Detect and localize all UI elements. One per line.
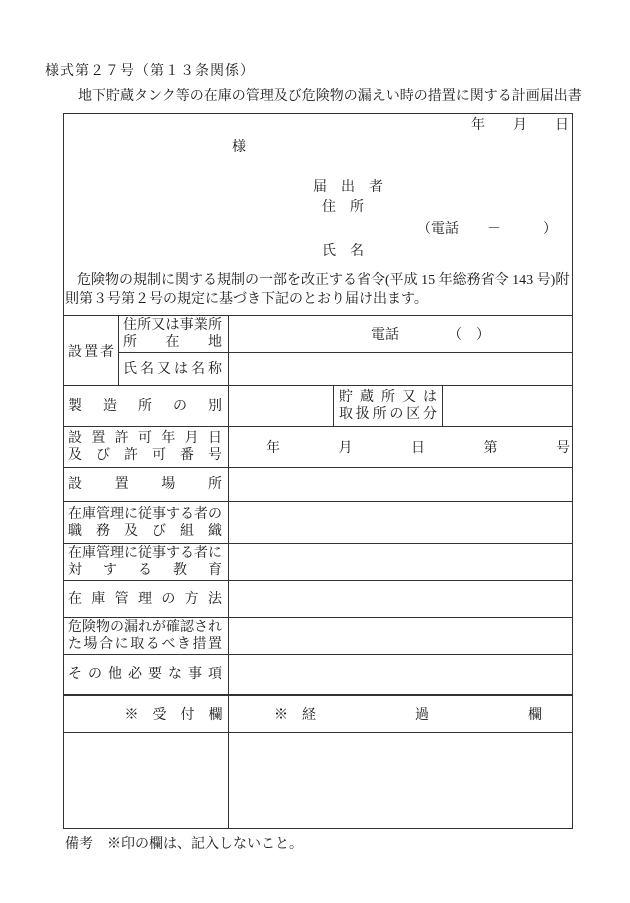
declaration-line-2: 則第３号第２号の規定に基づき下記のとおり届け出ます。 bbox=[65, 292, 428, 307]
other-label: その他必要な事項 bbox=[64, 655, 229, 695]
address-value-cell: 電話 （ ） bbox=[229, 316, 573, 353]
duty-label-line-2: 職務及び組織 bbox=[68, 523, 222, 539]
education-label-line-2: 対する教育 bbox=[68, 563, 222, 578]
permit-label-line-2: 及び許可番号 bbox=[68, 448, 222, 463]
progress-header-part-1: ※ 経 bbox=[274, 708, 316, 723]
detail-table bbox=[63, 315, 573, 695]
progress-column-header bbox=[229, 696, 573, 733]
storage-category-value-cell bbox=[443, 386, 573, 427]
name-value-cell bbox=[229, 353, 573, 386]
category-label: 製造所の別 bbox=[64, 386, 229, 427]
other-value-cell bbox=[229, 655, 573, 695]
table-row-permit bbox=[64, 427, 573, 468]
table-row-other bbox=[64, 655, 573, 695]
storage-category-label-line-1: 貯蔵所又は bbox=[339, 390, 437, 405]
office-use-table bbox=[63, 695, 573, 829]
duty-label bbox=[64, 502, 229, 544]
education-value-cell bbox=[229, 544, 573, 581]
name-label: 氏名又は名称 bbox=[119, 353, 229, 386]
declaration-paragraph bbox=[64, 271, 572, 309]
reception-column-header: ※ 受 付 欄 bbox=[64, 696, 229, 733]
reception-cell bbox=[64, 733, 229, 829]
notifier-label: 届 出 者 bbox=[313, 180, 383, 195]
location-value-cell bbox=[229, 468, 573, 502]
category-value-cell bbox=[229, 386, 334, 427]
leak-label bbox=[64, 618, 229, 655]
addressee-suffix: 様 bbox=[232, 140, 246, 155]
storage-category-label-line-2: 取扱所の区分 bbox=[339, 407, 437, 422]
table-row-address bbox=[64, 316, 573, 353]
office-use-body-row bbox=[64, 733, 573, 829]
notifier-address-label: 住 所 bbox=[322, 200, 364, 215]
duty-label-line-1: 在庫管理に従事する者の bbox=[68, 506, 222, 522]
notifier-phone-label: （電話 － ） bbox=[417, 222, 557, 237]
address-label bbox=[119, 316, 229, 353]
duty-value-cell bbox=[229, 502, 573, 544]
permit-label-line-1: 設置許可年月日 bbox=[68, 431, 222, 446]
education-label bbox=[64, 544, 229, 581]
declaration-line-1: 危険物の規制に関する規制の一部を改正する省令(平成 15 年総務省令 143 号)附 bbox=[77, 273, 570, 288]
table-row-education bbox=[64, 544, 573, 581]
method-label: 在庫管理の方法 bbox=[64, 581, 229, 618]
address-label-line-1: 住所又は事業所 bbox=[123, 318, 222, 333]
form-title: 地下貯蔵タンク等の在庫の管理及び危険物の漏えい時の措置に関する計画届出書 bbox=[78, 89, 582, 104]
method-value-cell bbox=[229, 581, 573, 618]
progress-header-part-2: 過 bbox=[415, 708, 429, 723]
progress-cell bbox=[229, 733, 573, 829]
table-row-duty bbox=[64, 502, 573, 544]
location-label: 設置場所 bbox=[64, 468, 229, 502]
table-row-category bbox=[64, 386, 573, 427]
table-row-leak bbox=[64, 618, 573, 655]
installer-label: 設置者 bbox=[64, 316, 119, 386]
storage-category-label bbox=[334, 386, 443, 427]
notifier-name-label: 氏 名 bbox=[322, 244, 364, 259]
leak-label-line-2: た場合に取るべき措置 bbox=[68, 637, 222, 652]
permit-label bbox=[64, 427, 229, 468]
table-row-name bbox=[64, 353, 573, 386]
remarks-note: 備考 ※印の欄は、記入しないこと。 bbox=[65, 837, 303, 852]
address-label-line-2: 所在地 bbox=[123, 335, 222, 350]
education-label-line-1: 在庫管理に従事する者に bbox=[68, 546, 222, 561]
date-line: 年 月 日 bbox=[471, 118, 569, 133]
leak-value-cell bbox=[229, 618, 573, 655]
table-row-method bbox=[64, 581, 573, 618]
form-number: 様式第２７号（第１３条関係） bbox=[45, 64, 255, 79]
main-form-box bbox=[63, 113, 573, 695]
table-row-location bbox=[64, 468, 573, 502]
progress-header-part-3: 欄 bbox=[528, 708, 542, 723]
permit-value-cell: 年 月 日 第 号 bbox=[229, 427, 573, 468]
progress-header-text bbox=[274, 704, 542, 724]
office-use-header-row bbox=[64, 696, 573, 733]
leak-label-line-1: 危険物の漏れが確認され bbox=[68, 620, 222, 635]
